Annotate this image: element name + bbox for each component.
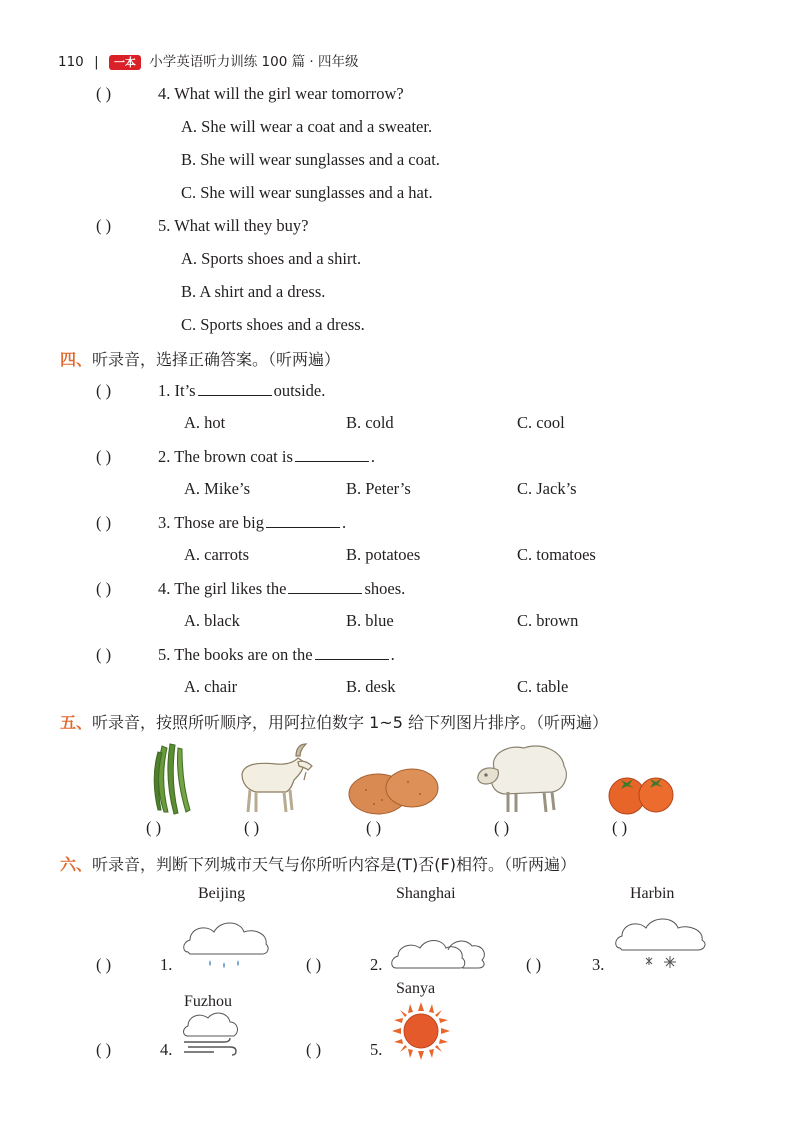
answer-parens[interactable]: ( ) [494,818,510,837]
snow-cloud-icon [612,912,712,972]
item-number: 5. [370,1040,383,1059]
city-label: Harbin [630,885,675,902]
item-number: 1. [160,955,173,974]
option: B. A shirt and a dress. [181,282,326,301]
section-heading [60,347,340,370]
answer-parens[interactable]: ( ) [96,84,112,103]
option: C. table [517,677,569,696]
option: B. cold [346,413,394,432]
question-stem: 4. What will the girl wear tomorrow? [158,84,404,103]
section-number: 四、 [60,350,93,369]
answer-parens[interactable]: ( ) [96,381,112,400]
goat-icon [236,740,316,816]
answer-parens[interactable]: ( ) [366,818,382,837]
section-heading [60,710,608,733]
answer-parens[interactable]: ( ) [526,955,542,974]
option: A. She will wear a coat and a sweater. [181,117,433,136]
windy-cloud-icon [180,1008,240,1058]
answer-parens[interactable]: ( ) [146,818,162,837]
answer-parens[interactable]: ( ) [96,645,112,664]
answer-parens[interactable]: ( ) [612,818,628,837]
section-title: 听录音，选择正确答案。（听两遍） [92,350,341,369]
section-heading [60,852,576,875]
option: C. brown [517,611,579,630]
rain-cloud-icon [180,916,272,972]
option: A. Mike’s [184,479,250,498]
city-label: Sanya [396,980,436,997]
page-number: 110 [58,54,84,70]
question-stem: 5. The books are on the . [158,645,395,664]
option: C. Jack’s [517,479,577,498]
book-title: 小学英语听力训练 100 篇 · 四年级 [149,54,359,70]
option: B. potatoes [346,545,421,564]
option: B. She will wear sunglasses and a coat. [181,150,440,169]
question-stem: 5. What will they buy? [158,216,309,235]
publisher-logo: 一本 [109,55,141,70]
section-title: 听录音，判断下列城市天气与你所听内容是(T)否(F)相符。（听两遍） [92,855,576,874]
item-number: 4. [160,1040,173,1059]
option: C. cool [517,413,565,432]
option: A. Sports shoes and a shirt. [181,249,362,268]
option: B. desk [346,677,396,696]
option: A. hot [184,413,226,432]
answer-parens[interactable]: ( ) [306,955,322,974]
question-stem: 2. The brown coat is . [158,447,376,466]
section-number: 五、 [60,713,93,732]
tomatoes-icon [606,770,676,816]
option: C. Sports shoes and a dress. [181,315,365,334]
answer-parens[interactable]: ( ) [96,955,112,974]
answer-parens[interactable]: ( ) [96,1040,112,1059]
option: C. She will wear sunglasses and a hat. [181,183,433,202]
city-label: Fuzhou [184,993,232,1010]
option: A. black [184,611,240,630]
option: B. blue [346,611,394,630]
option: A. chair [184,677,238,696]
answer-parens[interactable]: ( ) [96,513,112,532]
option: B. Peter’s [346,479,411,498]
answer-parens[interactable]: ( ) [306,1040,322,1059]
city-label: Beijing [198,885,246,902]
answer-parens[interactable]: ( ) [244,818,260,837]
page-header: 110 | 一本 小学英语听力训练 100 篇 · 四年级 [58,54,359,70]
sheep-icon [472,740,572,814]
answer-parens[interactable]: ( ) [96,447,112,466]
city-label: Shanghai [396,885,456,902]
answer-parens[interactable]: ( ) [96,216,112,235]
green-beans-icon [150,740,200,816]
question-stem: 3. Those are big . [158,513,347,532]
option: A. carrots [184,545,250,564]
question-stem: 4. The girl likes the shoes. [158,579,406,598]
section-title: 听录音，按照所听顺序，用阿拉伯数字 1~5 给下列图片排序。（听两遍） [92,713,608,732]
sunny-icon [392,1002,450,1060]
potatoes-icon [348,764,440,816]
cloudy-icon [390,928,490,974]
item-number: 2. [370,955,383,974]
item-number: 3. [592,955,605,974]
section-number: 六、 [60,855,93,874]
question-stem: 1. It’s outside. [158,381,326,400]
answer-parens[interactable]: ( ) [96,579,112,598]
option: C. tomatoes [517,545,596,564]
